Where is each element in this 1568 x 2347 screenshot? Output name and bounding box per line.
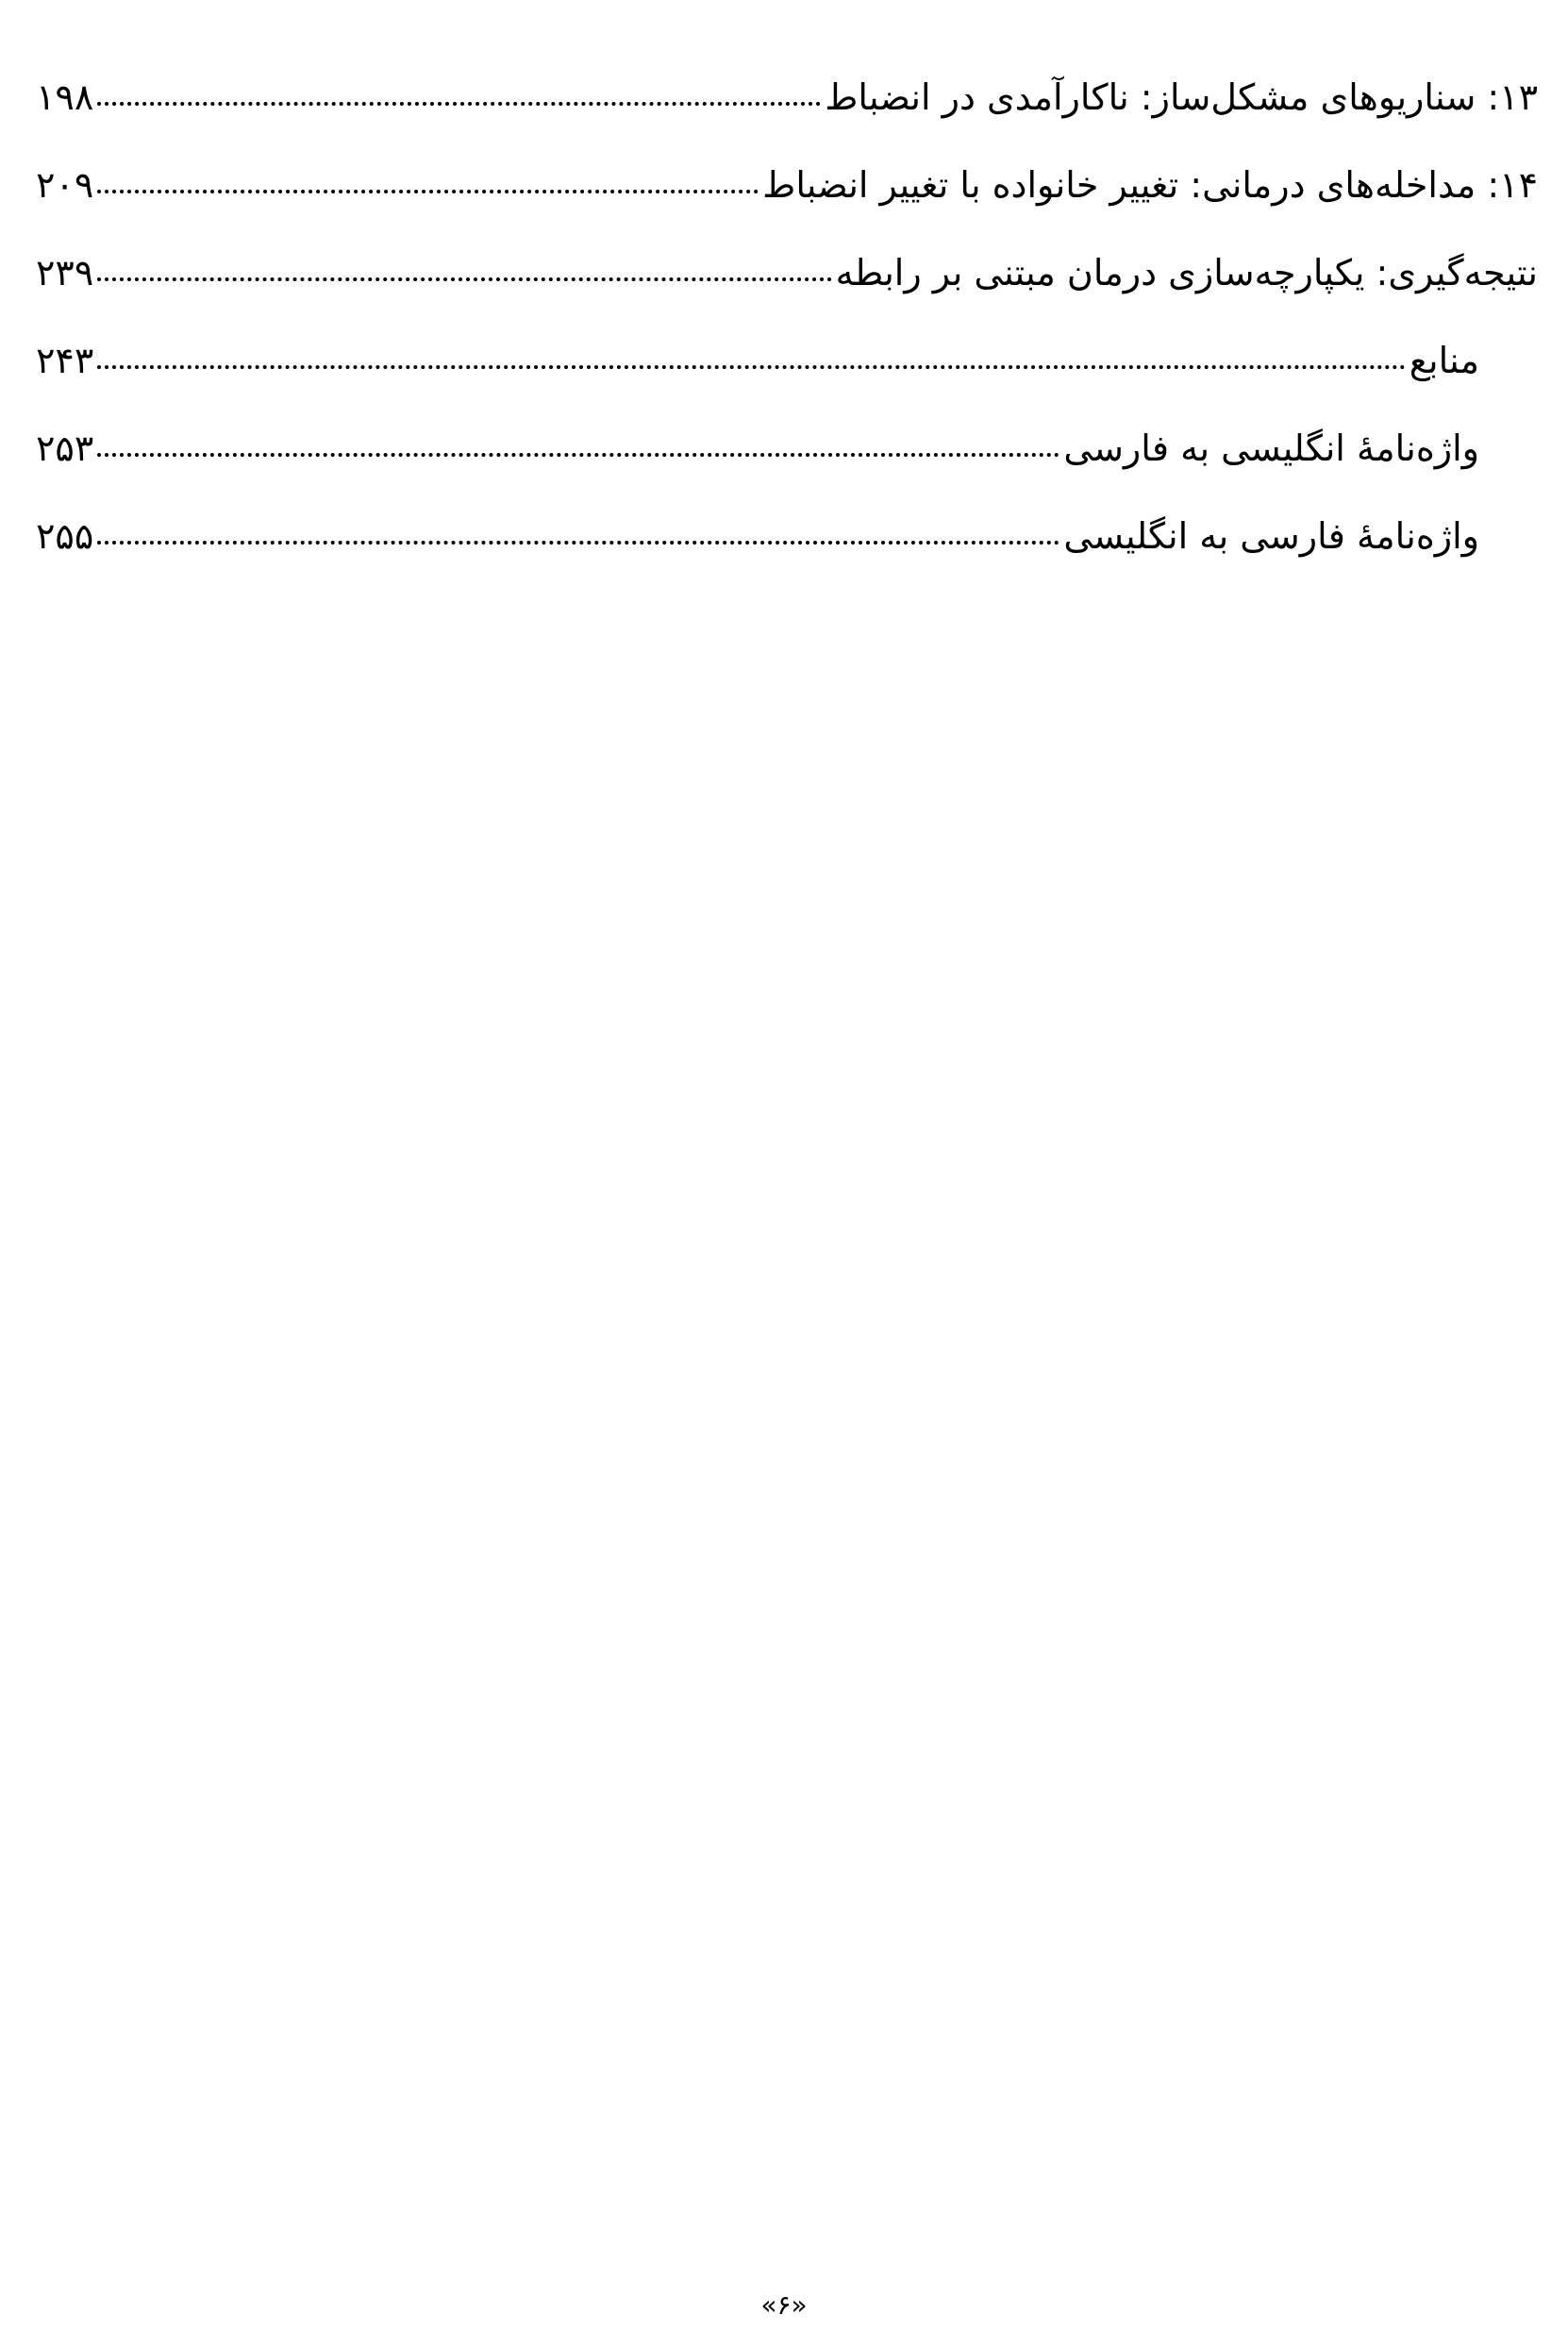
- toc-entry[interactable]: [36, 512, 1538, 600]
- dot-leader: [97, 277, 831, 281]
- toc-entry-page: ۲۴۳: [36, 340, 94, 381]
- dot-leader: [97, 541, 1059, 545]
- toc-entry-page: ۲۰۹: [36, 164, 94, 206]
- toc-entry-page: ۲۳۹: [36, 252, 94, 293]
- toc-entry[interactable]: [36, 249, 1538, 337]
- toc-entry-page: ۲۵۵: [36, 515, 94, 557]
- toc-entry[interactable]: [36, 161, 1538, 249]
- table-of-contents: [36, 74, 1538, 600]
- dot-leader: [97, 102, 821, 106]
- toc-entry-title: منابع: [1409, 340, 1479, 381]
- page-number: «۶»: [760, 2289, 808, 2321]
- toc-entry-page: ۱۹۸: [36, 76, 94, 118]
- toc-entry-title: واژه‌نامۀ انگلیسی به فارسی: [1063, 427, 1479, 469]
- toc-entry-page: ۲۵۳: [36, 427, 94, 469]
- dot-leader: [97, 190, 759, 193]
- toc-entry[interactable]: [36, 425, 1538, 512]
- dot-leader: [97, 365, 1406, 369]
- toc-entry-title: واژه‌نامۀ فارسی به انگلیسی: [1063, 515, 1479, 557]
- toc-entry[interactable]: [36, 337, 1538, 425]
- toc-entry[interactable]: [36, 74, 1538, 161]
- toc-entry-title: نتیجه‌گیری: یکپارچه‌سازی درمان مبتنی بر رابطه: [835, 252, 1538, 293]
- dot-leader: [97, 453, 1059, 457]
- toc-entry-title: ۱۴: مداخله‌های درمانی: تغییر خانواده با تغییر انضباط: [762, 164, 1538, 206]
- toc-entry-title: ۱۳: سناریوهای مشکل‌ساز: ناکارآمدی در انضباط: [825, 76, 1538, 118]
